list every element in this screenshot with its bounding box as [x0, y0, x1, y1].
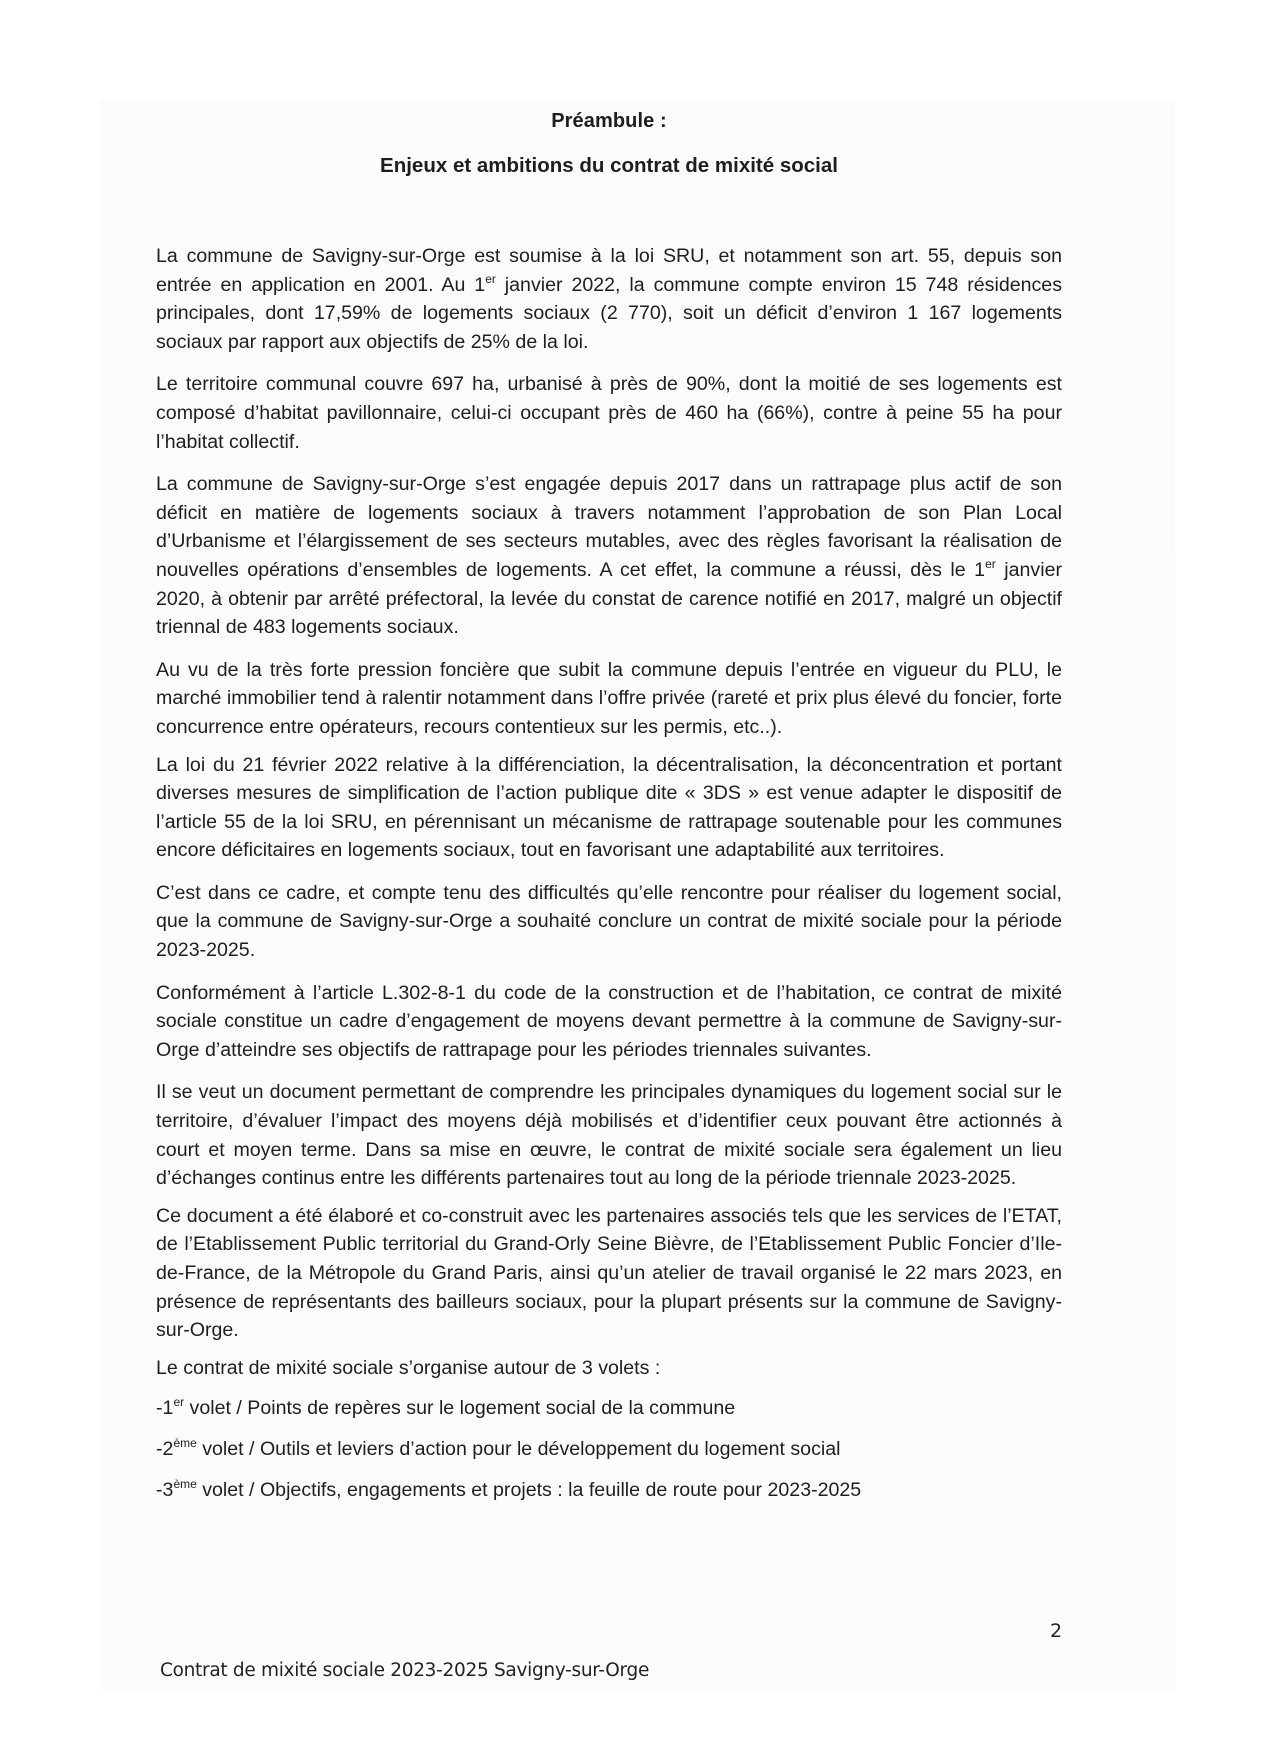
- paragraph-pression-fonciere: [156, 656, 1062, 742]
- text: volet / Points de repères sur le logement social de la commune: [184, 1397, 736, 1420]
- volet-2: [156, 1435, 1062, 1464]
- paragraph-sru: [156, 242, 1062, 356]
- paragraph-partenaires: [156, 1202, 1062, 1345]
- superscript: ème: [173, 1476, 197, 1491]
- text: -2: [156, 1437, 174, 1460]
- superscript: ème: [173, 1435, 197, 1450]
- paragraph-rattrapage: [156, 470, 1062, 642]
- paragraph-conformement: [156, 979, 1062, 1065]
- text: La commune de Savigny-sur-Orge est soumise à la loi SRU, et notamment son art. 55, depuis son entrée en application en 2001. Au 1: [156, 245, 1062, 296]
- text: C’est dans ce cadre, et compte tenu des difficultés qu’elle rencontre pour réaliser du logement social, que la commune de Savigny-sur-Orge a souhaité conclure un contrat de mixité sociale pour la période 2023-2025.: [156, 881, 1062, 962]
- text: La loi du 21 février 2022 relative à la différenciation, la décentralisation, la déconcentration et portant diverses mesures de simplification de l’action publique dite « 3DS » est venue adapter le dispositif de l’article 55 de la loi SRU, en pérennisant un mécanisme de rattrapage soutenable pour les communes encore déficitaires en logements sociaux, tout en favorisant une adaptabilité aux territoires.: [156, 753, 1062, 862]
- page-footer: Contrat de mixité sociale 2023-2025 Savigny-sur-Orge: [160, 1660, 650, 1681]
- superscript: er: [173, 1395, 185, 1410]
- text: -3: [156, 1478, 174, 1501]
- document-body: [156, 242, 1062, 1504]
- text: -1: [156, 1397, 174, 1420]
- volet-1: [156, 1394, 1062, 1423]
- text: volet / Objectifs, engagements et projets : la feuille de route pour 2023-2025: [196, 1478, 862, 1501]
- text: volet / Outils et leviers d’action pour le développement du logement social: [196, 1437, 841, 1460]
- text: La commune de Savigny-sur-Orge s’est engagée depuis 2017 dans un rattrapage plus actif de son déficit en matière de logements sociaux à travers notamment l’approbation de son Plan Local d’Urbanisme et l’élargissement de ses secteurs mutables, avec des règles favorisant la réalisation de nouvelles opérations d’ensembles de logements. A cet effet, la commune a réussi, dès le 1: [156, 473, 1062, 581]
- paragraph-territoire: [156, 370, 1062, 456]
- page-subtitle: Enjeux et ambitions du contrat de mixité social: [380, 154, 838, 177]
- text: Ce document a été élaboré et co-construit avec les partenaires associés tels que les services de l’ETAT, de l’Etablissement Public territorial du Grand-Orly Seine Bièvre, de l’Etablissement Public Foncier d’Ile-de-France, de la Métropole du Grand Paris, ainsi qu’un atelier de travail organisé le 22 mars 2023, en présence de représentants des bailleurs sociaux, pour la plupart présents sur la commune de Savigny-sur-Orge.: [156, 1204, 1062, 1342]
- superscript: er: [985, 556, 996, 571]
- paragraph-volets-intro: [156, 1354, 1062, 1383]
- text: Il se veut un document permettant de comprendre les principales dynamiques du logement social sur le territoire, d’évaluer l’impact des moyens déjà mobilisés et d’identifier ceux pouvant être actionnés à court et moyen terme. Dans sa mise en œuvre, le contrat de mixité sociale sera également un lieu d’échanges continus entre les différents partenaires tout au long de la période triennale 2023-2025.: [156, 1081, 1062, 1190]
- text: Le territoire communal couvre 697 ha, urbanisé à près de 90%, dont la moitié de ses logements est composé d’habitat pavillonnaire, celui-ci occupant près de 460 ha (66%), contre à peine 55 ha pour l’habitat collectif.: [156, 373, 1062, 453]
- superscript: er: [485, 271, 496, 286]
- paragraph-document: [156, 1078, 1062, 1192]
- paragraph-loi-3ds: [156, 751, 1062, 865]
- volet-3: [156, 1476, 1062, 1505]
- text: Le contrat de mixité sociale s’organise autour de 3 volets :: [156, 1356, 661, 1379]
- text: Au vu de la très forte pression foncière que subit la commune depuis l’entrée en vigueur du PLU, le marché immobilier tend à ralentir notamment dans l’offre privée (rareté et prix plus élevé du foncier, forte concurrence entre opérateurs, recours contentieux sur les permis, etc..).: [156, 658, 1062, 738]
- paragraph-cadre: [156, 879, 1062, 965]
- text: Conformément à l’article L.302-8-1 du code de la construction et de l’habitation, ce contrat de mixité sociale constitue un cadre d’engagement de moyens devant permettre à la commune de Savigny-sur-Orge d’atteindre ses objectifs de rattrapage pour les périodes triennales suivantes.: [156, 981, 1062, 1061]
- text: janvier 2022, la commune compte environ 15 748 résidences principales, dont 17,59% de logements sociaux (2 770), soit un déficit d’environ 1 167 logements sociaux par rapport aux objectifs de 25% de la loi.: [156, 273, 1062, 353]
- page-number: 2: [1050, 1620, 1063, 1642]
- text: janvier 2020, à obtenir par arrêté préfectoral, la levée du constat de carence notifié en 2017, malgré un objectif triennal de 483 logements sociaux.: [156, 558, 1062, 639]
- page-title: Préambule :: [551, 110, 667, 132]
